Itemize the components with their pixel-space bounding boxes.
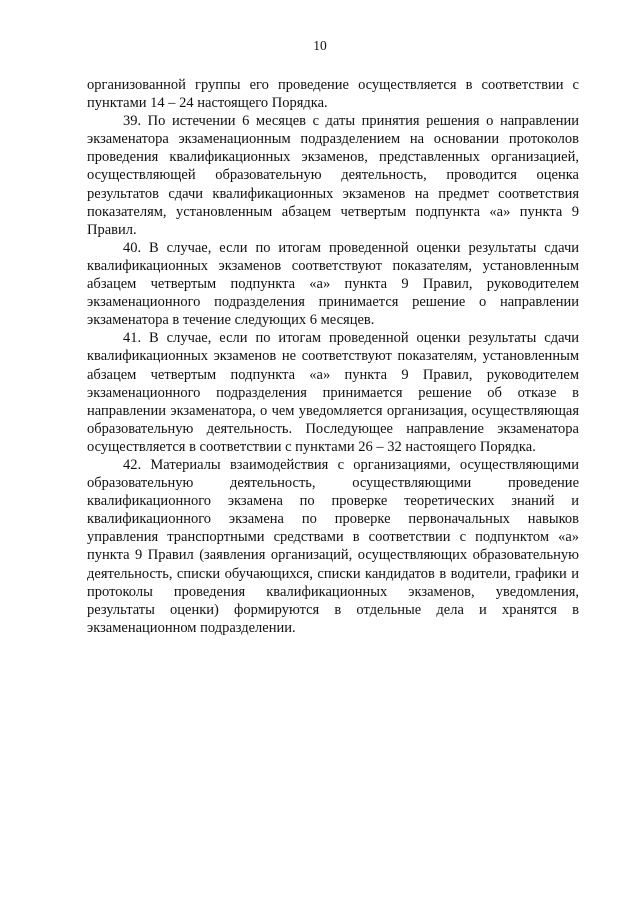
paragraph-item-42: 42. Материалы взаимодействия с организациями, осуществляющими образовательную деятельность, осуществляющими проведение квалификационного экзамена по проверке теоретических знаний и квалификационного экзамена по проверке первоначальных навыков управления транспортными средствами в соответствии с подпунктом «а» пункта 9 Правил (заявления организаций, осуществляющих образовательную деятельность, списки обучающихся, списки кандидатов в водители, графики и протоколы проведения квалификационных экзаменов, уведомления, результаты оценки) формируются в отдельные дела и хранятся в экзаменационном подразделении.	[87, 456, 579, 636]
paragraph-item-41: 41. В случае, если по итогам проведенной оценки результаты сдачи квалификационных экзаменов не соответствуют показателям, установленным абзацем четвертым подпункта «а» пункта 9 Правил, руководителем экзаменационного подразделения принимается решение об отказе в направлении экзаменатора, о чем уведомляется организация, осуществляющая образовательную деятельность. Последующее направление экзаменатора осуществляется в соответствии с пунктами 26 – 32 настоящего Порядка.	[87, 330, 579, 455]
paragraph-item-39: 39. По истечении 6 месяцев с даты принятия решения о направлении экзаменатора экзаменационным подразделением на основании протоколов проведения квалификационных экзаменов, представленных организацией, осуществляющей образовательную деятельность, проводится оценка результатов сдачи квалификационных экзаменов на предмет соответствия показателям, установленным абзацем четвертым подпункта «а» пункта 9 Правил.	[87, 113, 579, 238]
page-number: 10	[313, 38, 327, 53]
paragraph-continuation: организованной группы его проведение осуществляется в соответствии с пунктами 14 – 24 настоящего Порядка.	[87, 77, 579, 112]
paragraph-item-40: 40. В случае, если по итогам проведенной оценки результаты сдачи квалификационных экзаменов соответствуют показателям, установленным абзацем четвертым подпункта «а» пункта 9 Правил, руководителем экзаменационного подразделения принимается решение о направлении экзаменатора в течение следующих 6 месяцев.	[87, 239, 579, 329]
document-body	[87, 76, 579, 637]
